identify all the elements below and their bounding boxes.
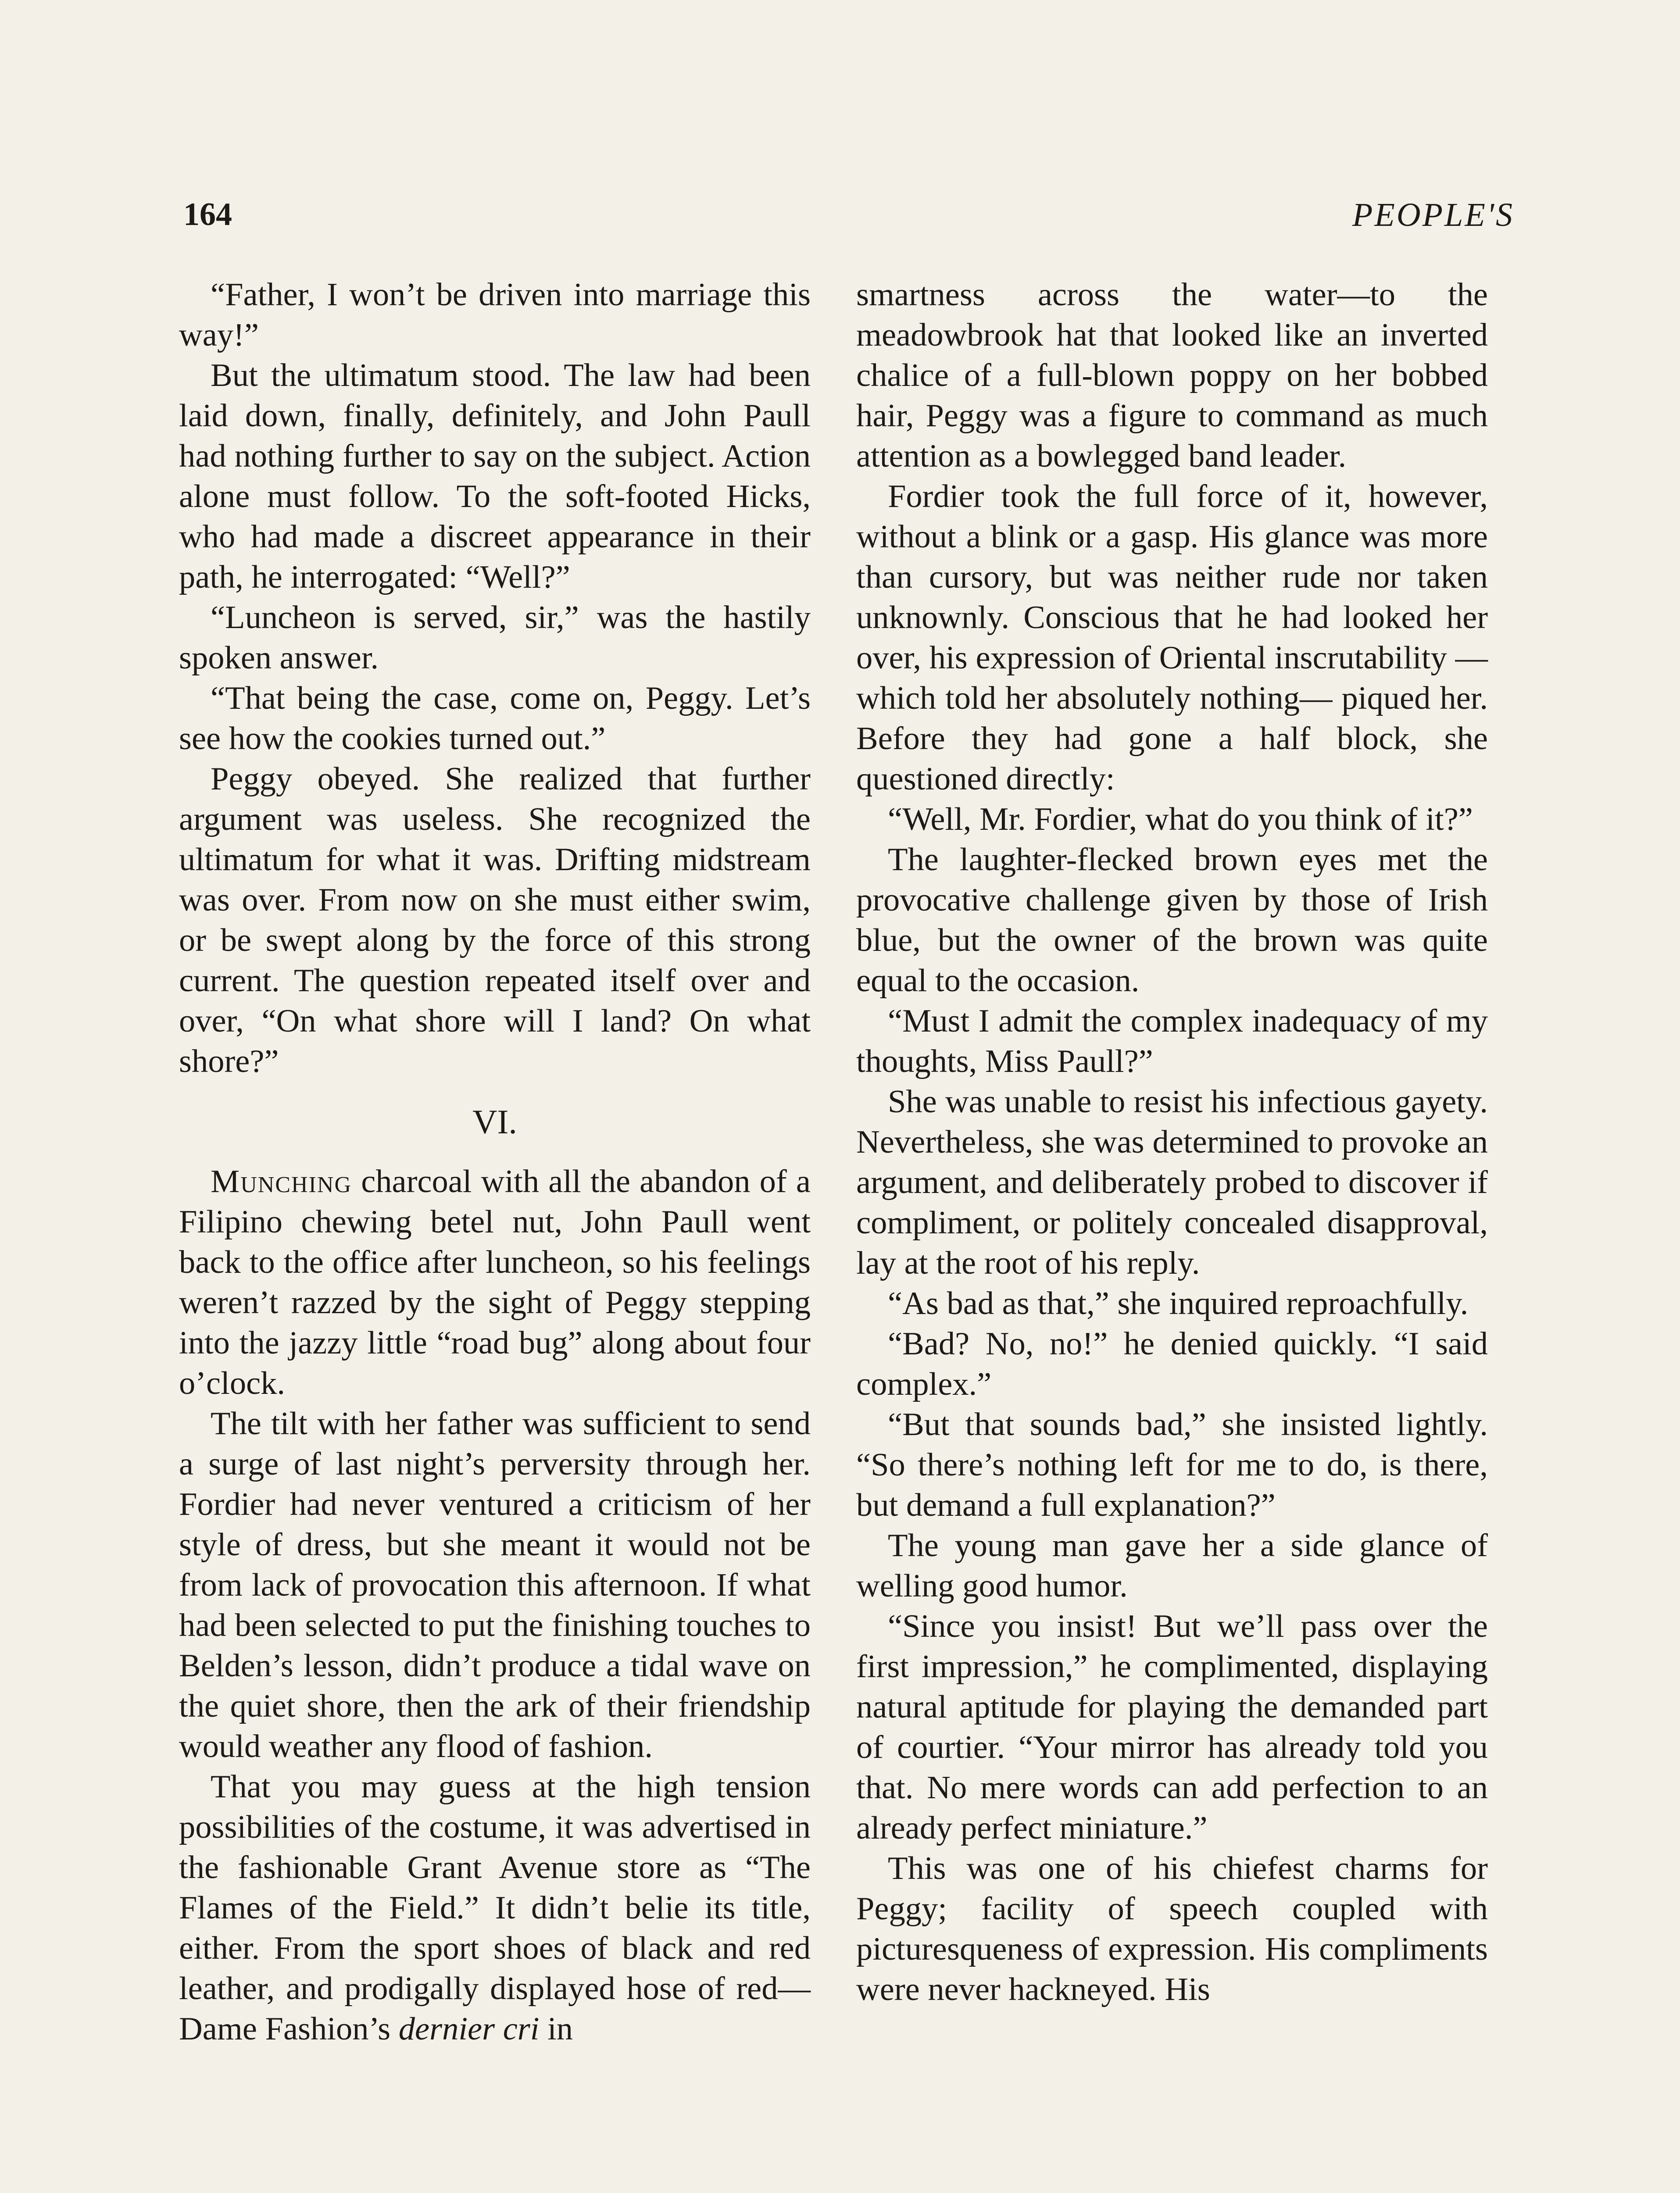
paragraph: She was unable to resist his infectious gayety. Nevertheless, she was determined to provoke an argument, and deliberately probed to discover if compliment, or politely concealed disapproval, lay at the root of his reply. [856,1084,1488,1281]
page-number: 164 [183,196,232,232]
opening-small-caps-word: Munching [211,1164,352,1200]
paragraph: “As bad as that,” she inquired reproachfully. [888,1286,1469,1322]
paragraph: The laughter-flecked brown eyes met the provocative challenge given by those of Irish blue, but the owner of the brown was quite equal to the occasion. [856,842,1488,999]
paragraph: Peggy obeyed. She realized that further argument was useless. She recognized the ultimatum for what it was. Drifting midstream was over. From now on she must either swim, or be swept along by the force of this strong current. The question repeated itself over and over, “On what shore will I land? On what shore?” [179,761,811,1079]
paragraph: Fordier took the full force of it, however, without a blink or a gasp. His glance was more than cursory, but was neither rude nor taken unknownly. Conscious that he had looked her over, his expression of Oriental inscrutability —which told her absolutely nothing— piqued her. Before they had gone a half block, she questioned directly: [856,479,1488,797]
paragraph-tail: in [539,2011,573,2047]
paragraph: “Father, I won’t be driven into marriage this way!” [179,277,811,353]
paragraph [179,1767,811,2049]
paragraph: “That being the case, come on, Peggy. Let’s see how the cookies turned out.” [179,680,811,757]
paragraph-continued: smartness across the water—to the meadowbrook hat that looked like an inverted chalice of a full-blown poppy on her bobbed hair, Peggy was a figure to command as much attention as a bowlegged band leader. [856,277,1488,474]
section-opening-paragraph [179,1161,811,1404]
paragraph: “Must I admit the complex inadequacy of my thoughts, Miss Paull?” [856,1003,1488,1079]
left-column [179,275,811,2049]
section-heading: VI. [472,1103,517,1141]
paragraph-text: That you may guess at the high tension possibilities of the costume, it was advertised in the fashionable Grant Avenue store as “The Flames of the Field.” It didn’t belie its title, either. From the sport shoes of black and red leather, and prodigally displayed hose of red—Dame Fashion’s [179,1769,811,2047]
paragraph: “Bad? No, no!” he denied quickly. “I said complex.” [856,1326,1488,1402]
paragraph: “Luncheon is served, sir,” was the hastily spoken answer. [179,600,811,676]
right-column [856,275,1488,2010]
paragraph: The tilt with her father was sufficient to send a surge of last night’s perversity through her. Fordier had never ventured a criticism of her style of dress, but she meant it would not be from lack of provocation this afternoon. If what had been selected to put the finishing touches to Belden’s lesson, didn’t produce a tidal wave on the quiet shore, then the ark of their friendship would weather any flood of fashion. [179,1406,811,1764]
running-head: PEOPLE'S [1352,196,1514,233]
opening-paragraph-text: charcoal with all the abandon of a Filipino chewing betel nut, John Paull went back to the office after luncheon, so his feelings weren’t razzed by the sight of Peggy stepping into the jazzy little “road bug” along about four o’clock. [179,1164,811,1401]
paragraph: This was one of his chiefest charms for Peggy; facility of speech coupled with picturesqueness of expression. His compliments were never hackneyed. His [856,1850,1488,2007]
italic-phrase: dernier cri [398,2011,540,2047]
paragraph: But the ultimatum stood. The law had been laid down, finally, definitely, and John Paull had nothing further to say on the subject. Action alone must follow. To the soft-footed Hicks, who had made a discreet appearance in their path, he interrogated: “Well?” [179,357,811,595]
paragraph: “Since you insist! But we’ll pass over the first impression,” he complimented, displaying natural aptitude for playing the demanded part of courtier. “Your mirror has already told you that. No mere words can add perfection to an already perfect miniature.” [856,1608,1488,1846]
paragraph: “But that sounds bad,” she insisted lightly. “So there’s nothing left for me to do, is there, but demand a full explanation?” [856,1407,1488,1523]
paragraph: The young man gave her a side glance of welling good humor. [856,1528,1488,1604]
paragraph: “Well, Mr. Fordier, what do you think of it?” [888,801,1473,837]
